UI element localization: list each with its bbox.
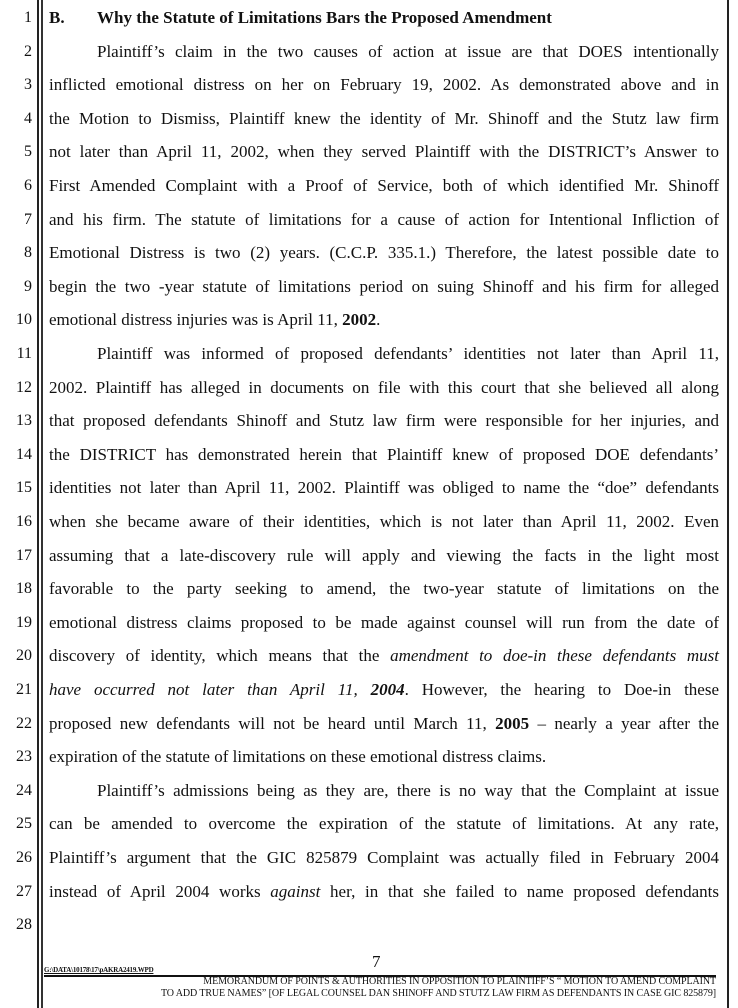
text-line: First Amended Complaint with a Proof of Service, both of which identified Mr. Shinoff bbox=[49, 176, 719, 195]
text-segment: . However, the hearing to Doe-in these bbox=[404, 680, 719, 699]
text-line: expiration of the statute of limitations on these emotional distress claims. bbox=[49, 747, 547, 766]
text-line: Plaintiff’s admissions being as they are, there is no way that the Complaint at issue bbox=[97, 781, 719, 800]
footer-file-path: G:\DATA\10178\17\pAKRA2419.WPD bbox=[44, 966, 154, 974]
text-line: the DISTRICT has demonstrated herein that Plaintiff knew of proposed DOE defendants’ bbox=[49, 445, 719, 464]
line-number: 18 bbox=[16, 580, 32, 597]
text-segment: proposed new defendants will not be heard until March 11, bbox=[49, 714, 496, 733]
line-number: 8 bbox=[24, 244, 32, 261]
left-margin-rule-outer bbox=[37, 0, 39, 1008]
text-line: begin the two -year statute of limitations period on suing Shinoff and his firm for alleged bbox=[49, 277, 719, 296]
text-line: inflicted emotional distress on her on February 19, 2002. As demonstrated above and in bbox=[49, 75, 719, 94]
text-line: when she became aware of their identities, which is not later than April 11, 2002. Even bbox=[49, 512, 719, 531]
text-line: Emotional Distress is two (2) years. (C.C.P. 335.1.) Therefore, the latest possible date to bbox=[49, 243, 719, 262]
line-number: 24 bbox=[16, 782, 32, 799]
section-heading bbox=[49, 8, 719, 28]
text-segment: emotional distress injuries was is April 11, bbox=[49, 310, 343, 329]
line-number: 1 bbox=[24, 9, 32, 26]
text-line: can be amended to overcome the expiration of the statute of limitations. At any rate, bbox=[49, 814, 719, 833]
line-number: 15 bbox=[16, 479, 32, 496]
text-segment: discovery of identity, which means that the bbox=[49, 646, 391, 665]
line-number: 23 bbox=[16, 748, 32, 765]
text-line: Plaintiff’s claim in the two causes of action at issue are that DOES intentionally bbox=[97, 42, 719, 61]
text-line bbox=[49, 680, 719, 700]
text-line: Plaintiff’s argument that the GIC 825879 Complaint was actually filed in February 2004 bbox=[49, 848, 719, 867]
bold-italic-segment: 2004 bbox=[370, 680, 405, 699]
line-number: 21 bbox=[16, 681, 32, 698]
line-number: 7 bbox=[24, 211, 32, 228]
text-line: that proposed defendants Shinoff and Stutz law firm were responsible for her injuries, and bbox=[49, 411, 719, 430]
text-line: identities not later than April 11, 2002. Plaintiff was obliged to name the “doe” defendants bbox=[49, 478, 719, 497]
left-margin-rule-inner bbox=[41, 0, 43, 1008]
line-number: 4 bbox=[24, 110, 32, 127]
footer-document-title bbox=[44, 976, 716, 1000]
line-number: 17 bbox=[16, 547, 32, 564]
page-number: 7 bbox=[372, 952, 381, 971]
line-number: 26 bbox=[16, 849, 32, 866]
text-line: favorable to the party seeking to amend, the two-year statute of limitations on the bbox=[49, 579, 719, 598]
line-number: 27 bbox=[16, 883, 32, 900]
text-line bbox=[49, 714, 719, 734]
italic-segment: amendment to doe-in these defendants must bbox=[390, 646, 720, 665]
text-line: not later than April 11, 2002, when they served Plaintiff with the DISTRICT’s Answer to bbox=[49, 142, 719, 161]
line-number: 10 bbox=[16, 311, 32, 328]
line-number: 11 bbox=[16, 345, 32, 362]
text-line: 2002. Plaintiff has alleged in documents on file with this court that she believed all along bbox=[49, 378, 719, 397]
italic-segment: have occurred not later than April 11, bbox=[49, 680, 371, 699]
text-segment: . bbox=[376, 310, 381, 329]
footer-title-line-2: TO ADD TRUE NAMES” [OF LEGAL COUNSEL DAN SHINOFF AND STUTZ LAW FIRM AS DEFENDANTS IN CASE GIC 825879] bbox=[160, 988, 716, 999]
section-heading-text: Why the Statute of Limitations Bars the Proposed Amendment bbox=[97, 8, 552, 27]
text-segment: instead of April 2004 works bbox=[49, 882, 271, 901]
text-line bbox=[49, 310, 719, 330]
line-number: 13 bbox=[16, 412, 32, 429]
italic-segment: against bbox=[270, 882, 321, 901]
section-letter: B. bbox=[49, 8, 65, 27]
line-number: 6 bbox=[24, 177, 32, 194]
text-segment: – nearly a year after the bbox=[529, 714, 720, 733]
text-line: the Motion to Dismiss, Plaintiff knew the identity of Mr. Shinoff and the Stutz law firm bbox=[49, 109, 719, 128]
line-number: 9 bbox=[24, 278, 32, 295]
line-number: 22 bbox=[16, 715, 32, 732]
line-number: 20 bbox=[16, 647, 32, 664]
line-number: 5 bbox=[24, 143, 32, 160]
line-number: 14 bbox=[16, 446, 32, 463]
text-line bbox=[49, 646, 719, 666]
line-number: 19 bbox=[16, 614, 32, 631]
text-segment: her, in that she failed to name proposed defendants bbox=[320, 882, 719, 901]
right-margin-rule bbox=[727, 0, 729, 1008]
text-line: assuming that a late-discovery rule will apply and viewing the facts in the light most bbox=[49, 546, 719, 565]
line-number: 25 bbox=[16, 815, 32, 832]
text-line: Plaintiff was informed of proposed defendants’ identities not later than April 11, bbox=[97, 344, 719, 363]
line-number: 2 bbox=[24, 43, 32, 60]
text-line bbox=[49, 882, 719, 902]
line-number: 12 bbox=[16, 379, 32, 396]
bold-segment: 2005 bbox=[495, 714, 530, 733]
line-number: 3 bbox=[24, 76, 32, 93]
bold-segment: 2002 bbox=[342, 310, 377, 329]
footer-title-line-1: MEMORANDUM OF POINTS & AUTHORITIES IN OPPOSITION TO PLAINTIFF’S “ MOTION TO AMEND COMPLAINT bbox=[203, 976, 716, 987]
line-number: 16 bbox=[16, 513, 32, 530]
line-number: 28 bbox=[16, 916, 32, 933]
text-line: emotional distress claims proposed to be made against counsel will run from the date of bbox=[49, 613, 719, 632]
text-line: and his firm. The statute of limitations for a cause of action for Intentional Infliction of bbox=[49, 210, 719, 229]
